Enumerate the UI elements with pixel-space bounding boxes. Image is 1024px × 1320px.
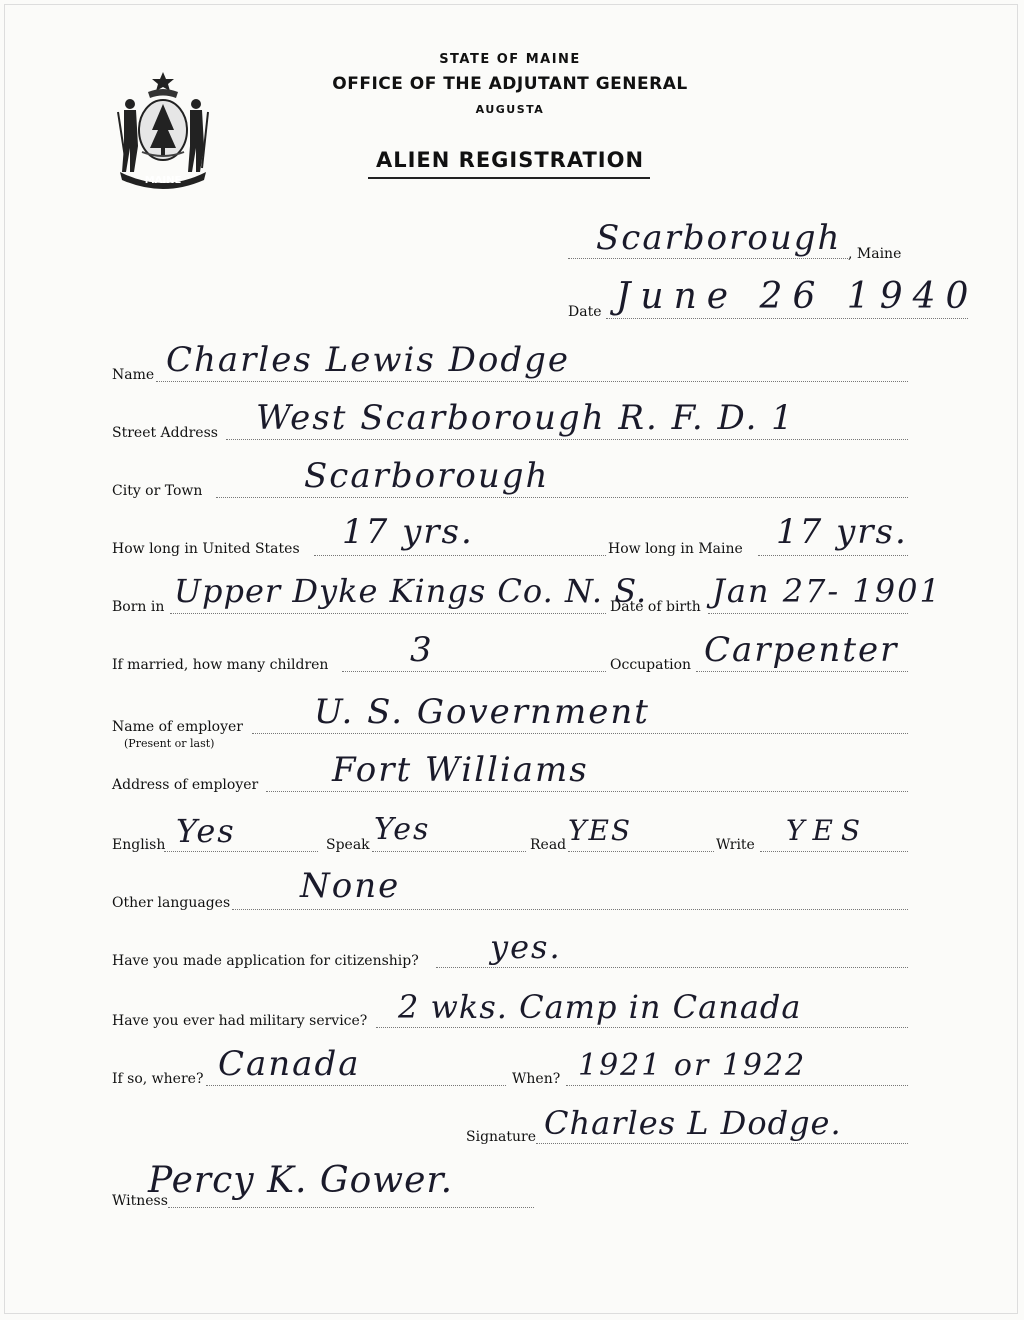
- military-value: 2 wks. Camp in Canada: [398, 988, 802, 1026]
- employer-sublabel: (Present or last): [124, 737, 215, 750]
- when-line: [566, 1085, 908, 1086]
- read-value: YES: [568, 814, 633, 847]
- signature-line: [536, 1143, 908, 1144]
- city-value: Scarborough: [304, 456, 550, 496]
- read-label: Read: [530, 837, 567, 853]
- dob-line: [708, 613, 908, 614]
- state-heading: STATE OF MAINE: [439, 52, 581, 67]
- citizenship-value: yes.: [490, 928, 562, 966]
- where-line: [206, 1085, 506, 1086]
- maine-line: [758, 555, 908, 556]
- when-label: When?: [512, 1071, 561, 1087]
- town-value: Scarborough: [596, 218, 842, 258]
- occupation-value: Carpenter: [704, 630, 899, 670]
- dob-label: Date of birth: [610, 599, 701, 615]
- street-value: West Scarborough R. F. D. 1: [256, 398, 795, 438]
- speak-line: [372, 851, 526, 852]
- children-value: 3: [410, 630, 434, 670]
- name-label: Name: [112, 367, 155, 383]
- city-label: City or Town: [112, 483, 203, 499]
- title-underline: [368, 177, 650, 179]
- date-label: Date: [568, 304, 602, 320]
- english-value: Yes: [176, 812, 236, 850]
- signature-value: Charles L Dodge.: [544, 1104, 842, 1142]
- born-label: Born in: [112, 599, 165, 615]
- maine-label: How long in Maine: [608, 541, 743, 557]
- town-suffix-label: , Maine: [848, 246, 902, 262]
- military-line: [376, 1027, 908, 1028]
- when-value: 1921 or 1922: [578, 1048, 807, 1083]
- city-heading: AUGUSTA: [475, 103, 545, 116]
- signature-label: Signature: [466, 1129, 537, 1145]
- us-line: [314, 555, 606, 556]
- office-heading: OFFICE OF THE ADJUTANT GENERAL: [332, 74, 688, 94]
- street-line: [226, 439, 908, 440]
- born-line: [170, 613, 606, 614]
- speak-label: Speak: [326, 837, 370, 853]
- employer-label: Name of employer: [112, 719, 243, 735]
- town-line: [568, 258, 848, 259]
- form-title: ALIEN REGISTRATION: [375, 148, 645, 172]
- write-label: Write: [716, 837, 755, 853]
- english-line: [164, 851, 318, 852]
- occupation-line: [696, 671, 908, 672]
- seal-banner-text: MAINE: [144, 175, 182, 186]
- emp-address-value: Fort Williams: [332, 750, 589, 790]
- date-value: June 26 1940: [616, 276, 979, 317]
- employer-value: U. S. Government: [314, 692, 650, 732]
- write-value: YES: [786, 814, 869, 847]
- maine-seal-icon: [112, 68, 214, 190]
- citizenship-line: [436, 967, 908, 968]
- other-lang-value: None: [300, 866, 401, 906]
- emp-address-label: Address of employer: [112, 777, 259, 793]
- witness-value: Percy K. Gower.: [148, 1160, 454, 1201]
- occupation-label: Occupation: [610, 657, 692, 673]
- emp-address-line: [266, 791, 908, 792]
- employer-line: [252, 733, 908, 734]
- date-line: [606, 318, 968, 319]
- where-label: If so, where?: [112, 1071, 204, 1087]
- us-label: How long in United States: [112, 541, 300, 557]
- children-line: [342, 671, 606, 672]
- name-value: Charles Lewis Dodge: [166, 340, 570, 380]
- witness-line: [168, 1207, 534, 1208]
- other-lang-label: Other languages: [112, 895, 231, 911]
- born-value: Upper Dyke Kings Co. N. S.: [174, 572, 648, 610]
- english-label: English: [112, 837, 166, 853]
- children-label: If married, how many children: [112, 657, 329, 673]
- name-line: [156, 381, 908, 382]
- us-value: 17 yrs.: [342, 512, 474, 552]
- dob-value: Jan 27- 1901: [712, 572, 942, 610]
- military-label: Have you ever had military service?: [112, 1013, 368, 1029]
- other-lang-line: [232, 909, 908, 910]
- where-value: Canada: [218, 1044, 361, 1084]
- read-line: [568, 851, 714, 852]
- write-line: [760, 851, 908, 852]
- street-label: Street Address: [112, 425, 218, 441]
- witness-label: Witness: [112, 1193, 168, 1209]
- maine-value: 17 yrs.: [776, 512, 908, 552]
- speak-value: Yes: [374, 812, 431, 847]
- city-line: [216, 497, 908, 498]
- citizenship-label: Have you made application for citizenship?: [112, 953, 419, 969]
